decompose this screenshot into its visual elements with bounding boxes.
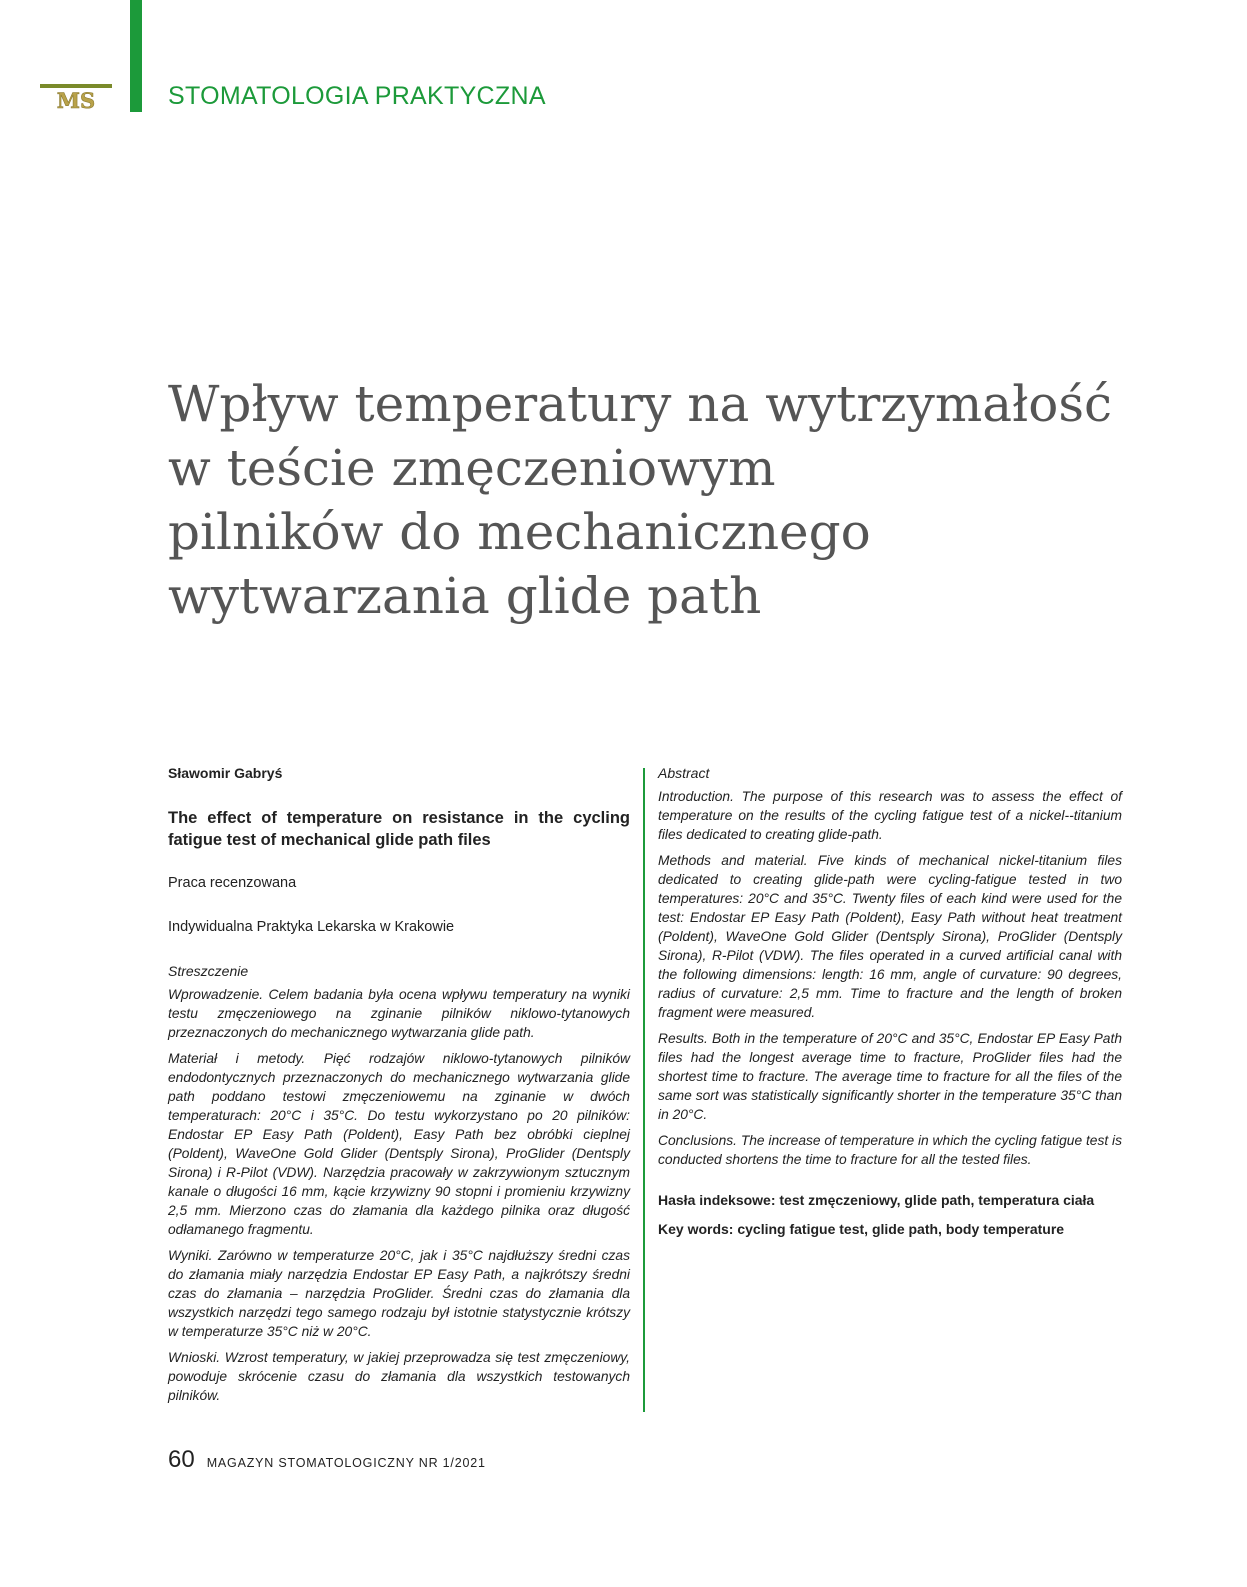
logo-text: MS (56, 88, 96, 110)
column-divider (643, 768, 645, 1412)
title-line: wytwarzania glide path (168, 567, 762, 625)
author-name: Sławomir Gabryś (168, 765, 283, 781)
title-line: w teście zmęczeniowym (168, 439, 776, 497)
right-column (658, 765, 1122, 1249)
journal-logo (40, 84, 112, 110)
streszczenie-paragraph: Materiał i metody. Pięć rodzajów niklowo-tytanowych pilników endodontycznych przeznaczonych do mechanicznego wytwarzania glide path poddano testowi zmęczeniowemu na zginanie w dwóch temperaturach: 20°C i 35°C. Do testu wykorzystano po 20 pilników: Endostar EP Easy Path (Poldent), Easy Path bez obróbki cieplnej (Poldent), WaveOne Gold Glider (Dentsply Sirona), ProGlider (Dentsply Sirona) i R-Pilot (VDW). Narzędzia pracowały w zakrzywionym sztucznym kanale o długości 16 mm, kącie krzywizny 90 stopni i promieniu krzywizny 2,5 mm. Mierzono czas do złamania dla każdego pilnika oraz długość odłamanego fragmentu. (168, 1051, 630, 1237)
review-note: Praca recenzowana (168, 875, 297, 891)
header-accent-bar (130, 0, 142, 112)
section-label: STOMATOLOGIA PRAKTYCZNA (168, 82, 546, 110)
abstract-paragraph: Methods and material. Five kinds of mechanical nickel-titanium files dedicated to creating glide-path were cycling-fatigue tested in two temperatures: 20°C and 35°C. Twenty files of each kind were used for the test: Endostar EP Easy Path (Poldent), Easy Path without heat treatment (Poldent), WaveOne Gold Glider (Dentsply Sirona), ProGlider (Dentsply Sirona), R-Pilot (VDW). The files operated in a curved artificial canal with the following dimensions: length: 16 mm, angle of curvature: 90 degrees, radius of curvature: 2,5 mm. Time to fracture and the length of broken fragment were measured. (658, 853, 1122, 1020)
page-footer (168, 1446, 486, 1474)
page-number: 60 (168, 1446, 195, 1473)
streszczenie-paragraph: Wnioski. Wzrost temperatury, w jakiej przeprowadza się test zmęczeniowy, powoduje skrócenie czasu do złamania dla wszystkich testowanych pilników. (168, 1350, 630, 1403)
abstract-paragraph: Introduction. The purpose of this research was to assess the effect of temperature on the results of the cycling fatigue test of a nickel--titanium files dedicated to creating glide-path. (658, 789, 1122, 842)
keywords-english: Key words: cycling fatigue test, glide path, body temperature (658, 1221, 1065, 1237)
left-column (168, 765, 630, 1412)
article-title (168, 372, 1118, 628)
abstract-paragraph: Results. Both in the temperature of 20°C and 35°C, Endostar EP Easy Path files had the longest average time to fracture, ProGlider files had the shortest time to fracture. The average time to fracture for all the files of the same sort was statistically significantly shorter in the temperature 35°C than in 20°C. (658, 1031, 1122, 1122)
abstract-heading: Abstract (658, 765, 710, 781)
affiliation: Indywidualna Praktyka Lekarska w Krakowie (168, 919, 455, 935)
streszczenie-paragraph: Wyniki. Zarówno w temperaturze 20°C, jak i 35°C najdłuższy średni czas do złamania miały narzędzia Endostar EP Easy Path, a najkrótszy średni czas do złamania – narzędzia ProGlider. Średni czas do złamania dla wszystkich narzędzi tego samego rodzaju był istotnie statystycznie krótszy w temperaturze 35°C niż w 20°C. (168, 1248, 630, 1339)
english-title: The effect of temperature on resistance in the cycling fatigue test of mechanical glide path files (168, 809, 630, 849)
title-line: pilników do mechanicznego (168, 503, 871, 561)
streszczenie-paragraph: Wprowadzenie. Celem badania była ocena wpływu temperatury na wyniki testu zmęczeniowego na zginanie pilników niklowo-tytanowych przeznaczonych do mechanicznego wytwarzania glide path. (168, 987, 630, 1040)
streszczenie-heading: Streszczenie (168, 963, 249, 979)
title-line: Wpływ temperatury na wytrzymałość (168, 375, 1113, 433)
keywords-polish: Hasła indeksowe: test zmęczeniowy, glide path, temperatura ciała (658, 1192, 1095, 1208)
abstract-paragraph: Conclusions. The increase of temperature in which the cycling fatigue test is conducted shortens the time to fracture for all the tested files. (658, 1133, 1122, 1167)
journal-name: MAGAZYN STOMATOLOGICZNY NR 1/2021 (206, 1456, 486, 1470)
